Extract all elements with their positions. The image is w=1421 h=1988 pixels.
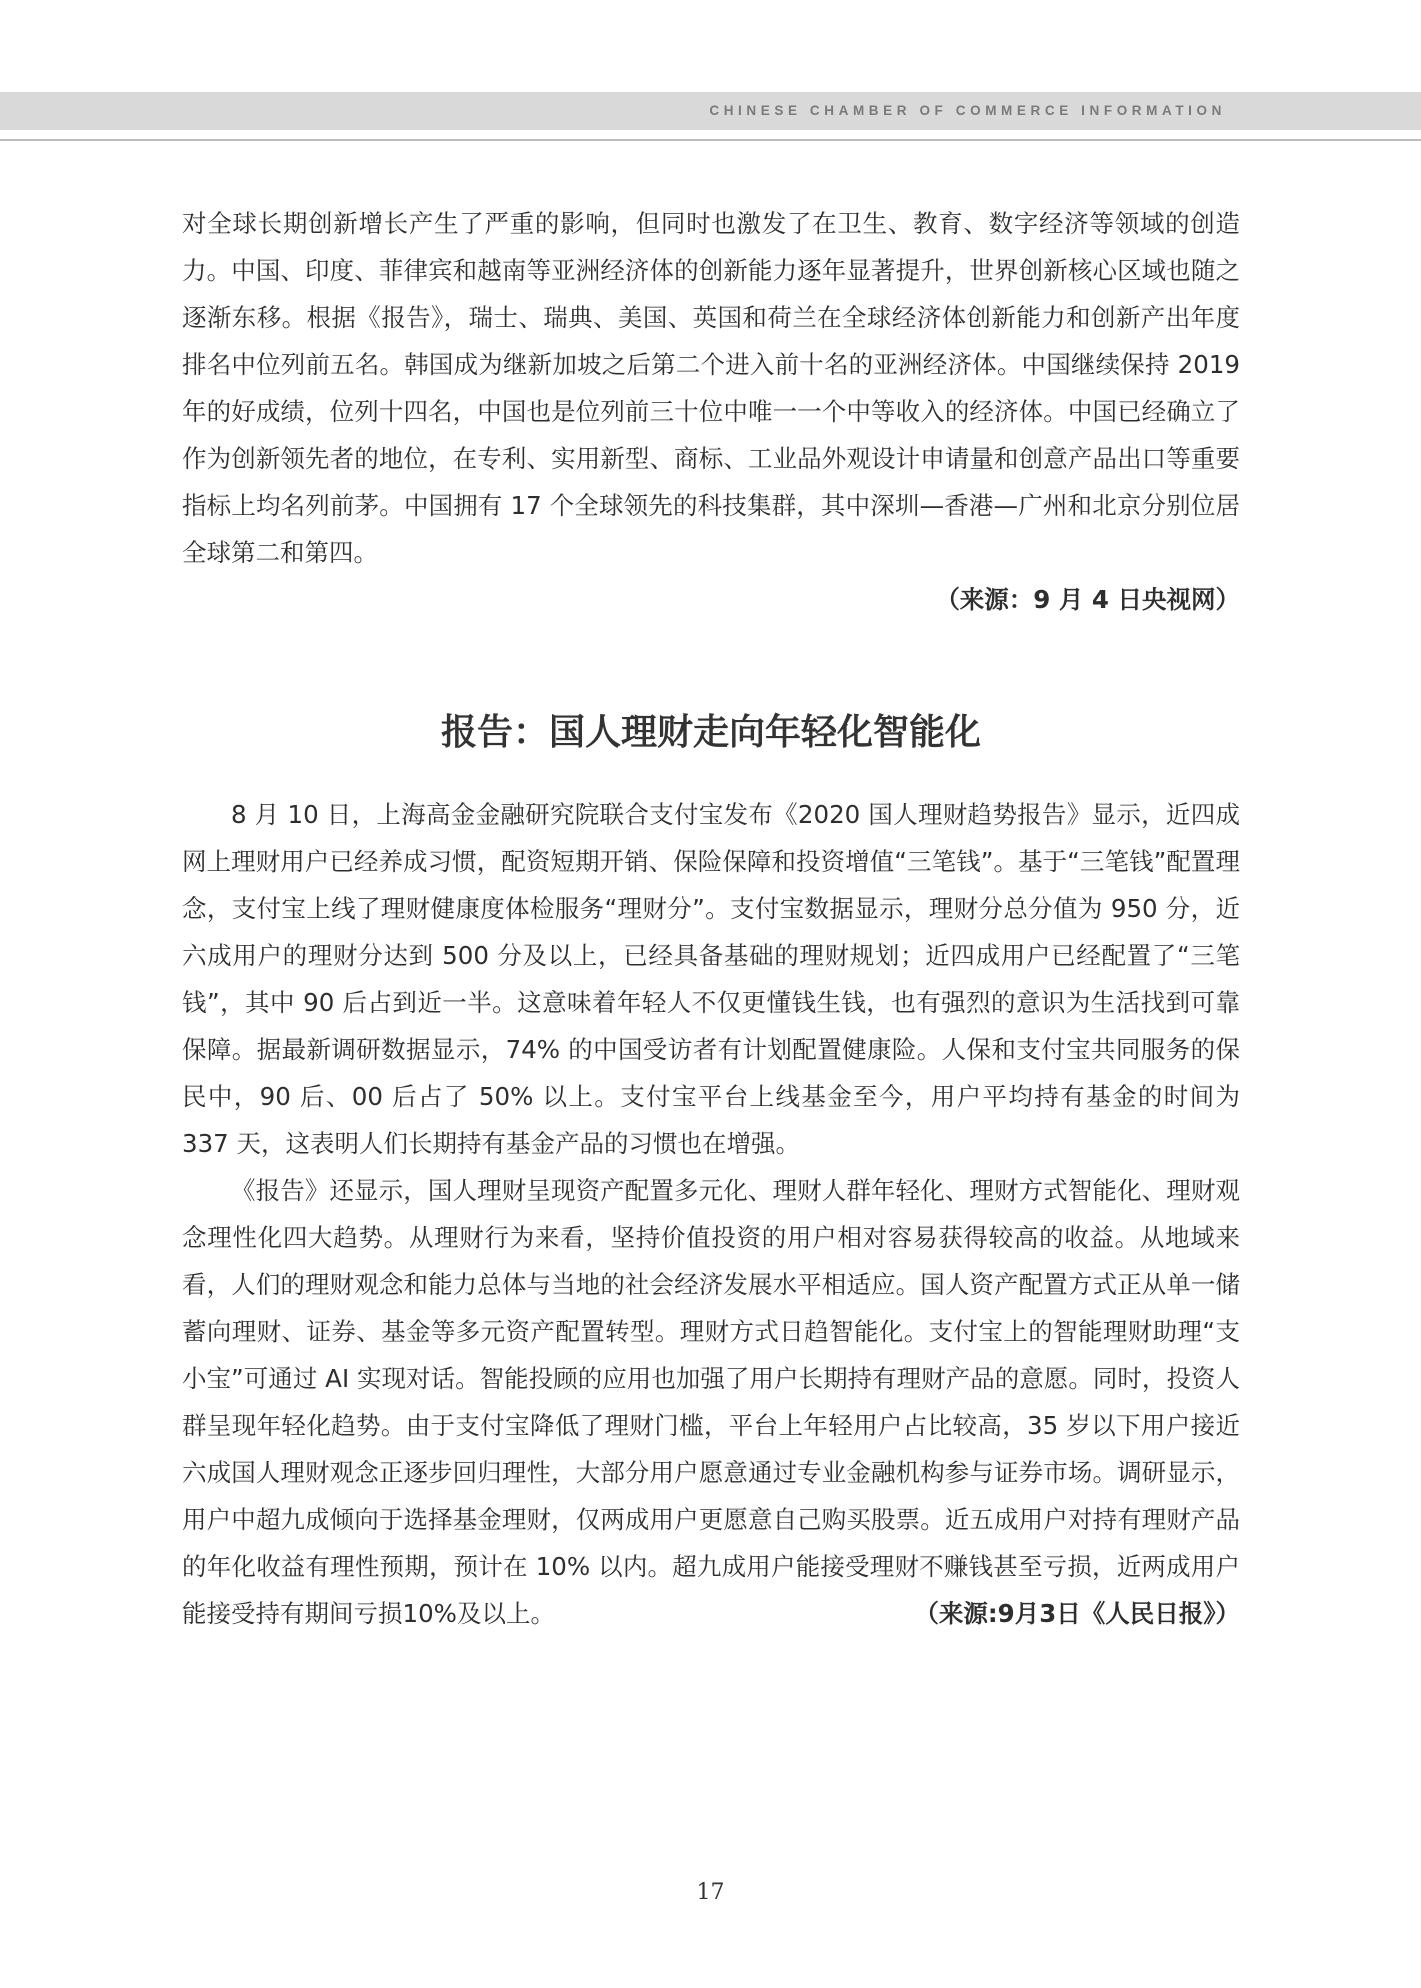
article-paragraph-2 — [182, 1167, 1240, 1637]
header-divider — [0, 139, 1421, 141]
continued-article-source: （来源：9 月 4 日央视网） — [935, 585, 1240, 614]
page-number: 17 — [696, 1880, 725, 1905]
running-header: CHINESE CHAMBER OF COMMERCE INFORMATION — [709, 103, 1226, 118]
article-paragraph-1: 8 月 10 日，上海高金金融研究院联合支付宝发布《2020 国人理财趋势报告》显示，近四成网上理财用户已经养成习惯，配资短期开销、保险保障和投资增值“三笔钱”。基于“三笔钱”配置理念，支付宝上线了理财健康度体检服务“理财分”。支付宝数据显示，理财分总分值为 950 分，近六成用户的理财分达到 500 分及以上，已经具备基础的理财规划；近四成用户已经配置了“三笔钱”，其中 90 后占到近一半。这意味着年轻人不仅更懂钱生钱，也有强烈的意识为生活找到可靠保障。据最新调研数据显示，74% 的中国受访者有计划配置健康险。人保和支付宝共同服务的保民中，90 后、00 后占了 50% 以上。支付宝平台上线基金至今，用户平均持有基金的时间为 337 天，这表明人们长期持有基金产品的习惯也在增强。 — [182, 800, 1240, 1158]
continued-article-body: 对全球长期创新增长产生了严重的影响，但同时也激发了在卫生、教育、数字经济等领域的创造力。中国、印度、菲律宾和越南等亚洲经济体的创新能力逐年显著提升，世界创新核心区域也随之逐渐东移。根据《报告》，瑞士、瑞典、美国、英国和荷兰在全球经济体创新能力和创新产出年度排名中位列前五名。韩国成为继新加坡之后第二个进入前十名的亚洲经济体。中国继续保持 2019 年的好成绩，位列十四名，中国也是位列前三十位中唯一一个中等收入的经济体。中国已经确立了作为创新领先者的地位，在专利、实用新型、商标、工业品外观设计申请量和创意产品出口等重要指标上均名列前茅。中国拥有 17 个全球领先的科技集群，其中深圳—香港—广州和北京分别位居全球第二和第四。 — [182, 209, 1240, 567]
article-source: （来源:9月3日《人民日报》） — [914, 1599, 1240, 1628]
article-paragraph-2-text: 《报告》还显示，国人理财呈现资产配置多元化、理财人群年轻化、理财方式智能化、理财观念理性化四大趋势。从理财行为来看，坚持价值投资的用户相对容易获得较高的收益。从地域来看，人们的理财观念和能力总体与当地的社会经济发展水平相适应。国人资产配置方式正从单一储蓄向理财、证券、基金等多元资产配置转型。理财方式日趋智能化。支付宝上的智能理财助理“支小宝”可通过 AI 实现对话。智能投顾的应用也加强了用户长期持有理财产品的意愿。同时，投资人群呈现年轻化趋势。由于支付宝降低了理财门槛，平台上年轻用户占比较高，35 岁以下用户接近六成国人理财观念正逐步回归理性，大部分用户愿意通过专业金融机构参与证券市场。调研显示，用户中超九成倾向于选择基金理财，仅两成用户更愿意自己购买股票。近五成用户对持有理财产品的年化收益有理性预期，预计在 10% 以内。超九成用户能接受理财不赚钱甚至亏损，近两成用户能接受持有期间亏损10%及以上。 — [182, 1176, 1240, 1628]
article-title: 报告：国人理财走向年轻化智能化 — [440, 712, 981, 753]
page-content — [182, 200, 1240, 1637]
